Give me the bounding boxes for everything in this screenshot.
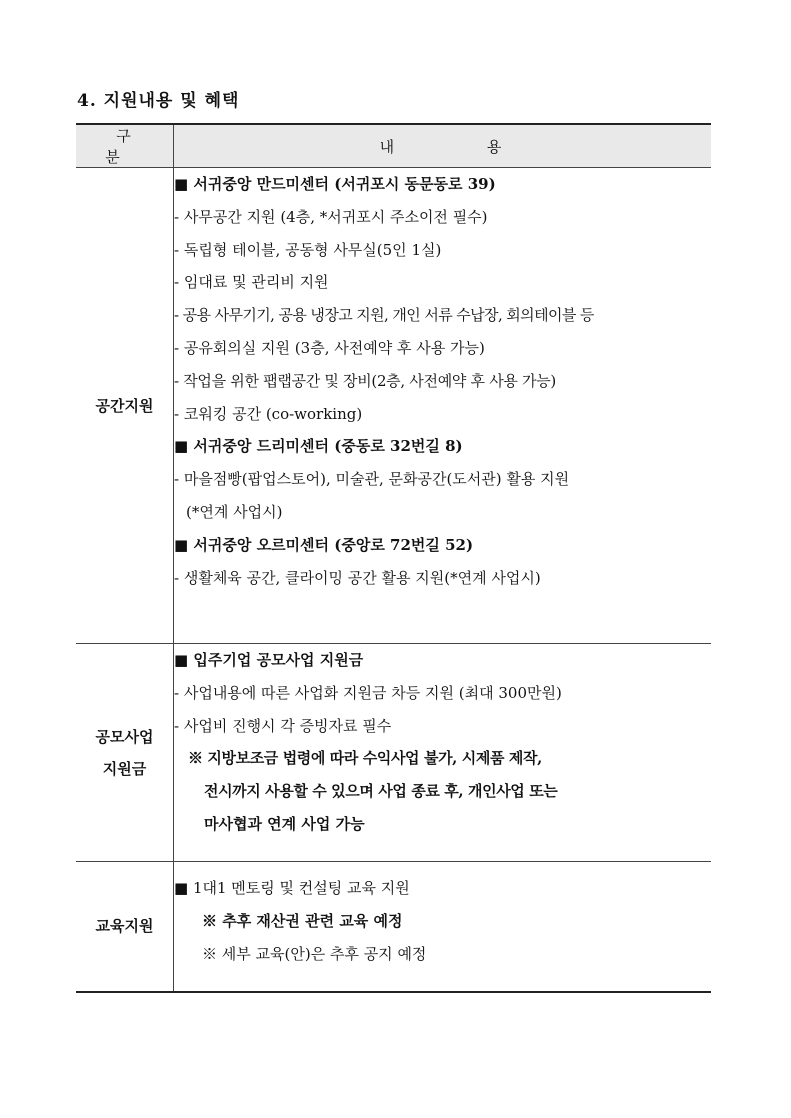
content-line: 마사협과 연계 사업 가능: [204, 814, 365, 833]
header-category: 구 분: [76, 124, 174, 168]
content-line: 전시까지 사용할 수 있으며 사업 종료 후, 개인사업 또는: [204, 782, 558, 801]
content-line: - 사무공간 지원 (4층, *서귀포시 주소이전 필수): [174, 207, 488, 226]
category-grant-support: [76, 644, 174, 862]
content-line: - 사업내용에 따른 사업화 지원금 차등 지원 (최대 300만원): [174, 683, 562, 702]
content-line: - 임대료 및 관리비 지원: [174, 273, 329, 292]
category-education-support: 교육지원: [76, 862, 174, 992]
category-grant-line1: 공모사업: [95, 727, 154, 746]
table-row-space-support: [76, 168, 711, 644]
content-line: ■ 서귀중앙 드리미센터 (중동로 32번길 8): [174, 437, 463, 456]
support-table: [76, 123, 711, 993]
content-line: - 생활체육 공간, 클라이밍 공간 활용 지원(*연계 사업시): [174, 568, 541, 587]
content-line: - 사업비 진행시 각 증빙자료 필수: [174, 716, 392, 735]
content-line: ※ 추후 재산권 관련 교육 예정: [202, 911, 403, 930]
content-line: - 마을점빵(팝업스토어), 미술관, 문화공간(도서관) 활용 지원: [174, 470, 570, 489]
content-line: - 작업을 위한 팹랩공간 및 장비(2층, 사전예약 후 사용 가능): [174, 371, 556, 390]
table-row-education-support: [76, 862, 711, 992]
table-header-row: [76, 124, 711, 168]
content-education-support: [174, 862, 712, 992]
content-space-support: [174, 168, 712, 644]
content-line: - 공용 사무기기, 공용 냉장고 지원, 개인 서류 수납장, 회의테이블 등: [174, 306, 594, 325]
content-line: ■ 입주기업 공모사업 지원금: [174, 651, 364, 669]
category-grant-line2: 지원금: [102, 759, 147, 778]
content-line: ※ 세부 교육(안)은 추후 공지 예정: [202, 944, 427, 963]
header-content: 내 용: [174, 124, 712, 168]
content-line: - 독립형 테이블, 공동형 사무실(5인 1실): [174, 240, 442, 259]
content-line: ■ 1대1 멘토링 및 컨설팅 교육 지원: [174, 879, 410, 897]
table-row-grant-support: [76, 644, 711, 862]
category-space-support: 공간지원: [76, 168, 174, 644]
content-line: - 공유회의실 지원 (3층, 사전예약 후 사용 가능): [174, 338, 485, 357]
section-title: 4. 지원내용 및 혜택: [77, 91, 240, 111]
content-line: (*연계 사업시): [186, 502, 283, 521]
content-line: ■ 서귀중앙 오르미센터 (중앙로 72번길 52): [174, 535, 474, 554]
content-line: ※ 지방보조금 법령에 따라 수익사업 불가, 시제품 제작,: [188, 749, 542, 768]
content-line: - 코워킹 공간 (co-working): [174, 404, 363, 423]
content-line: ■ 서귀중앙 만드미센터 (서귀포시 동문동로 39): [174, 175, 496, 193]
content-grant-support: [174, 644, 712, 862]
